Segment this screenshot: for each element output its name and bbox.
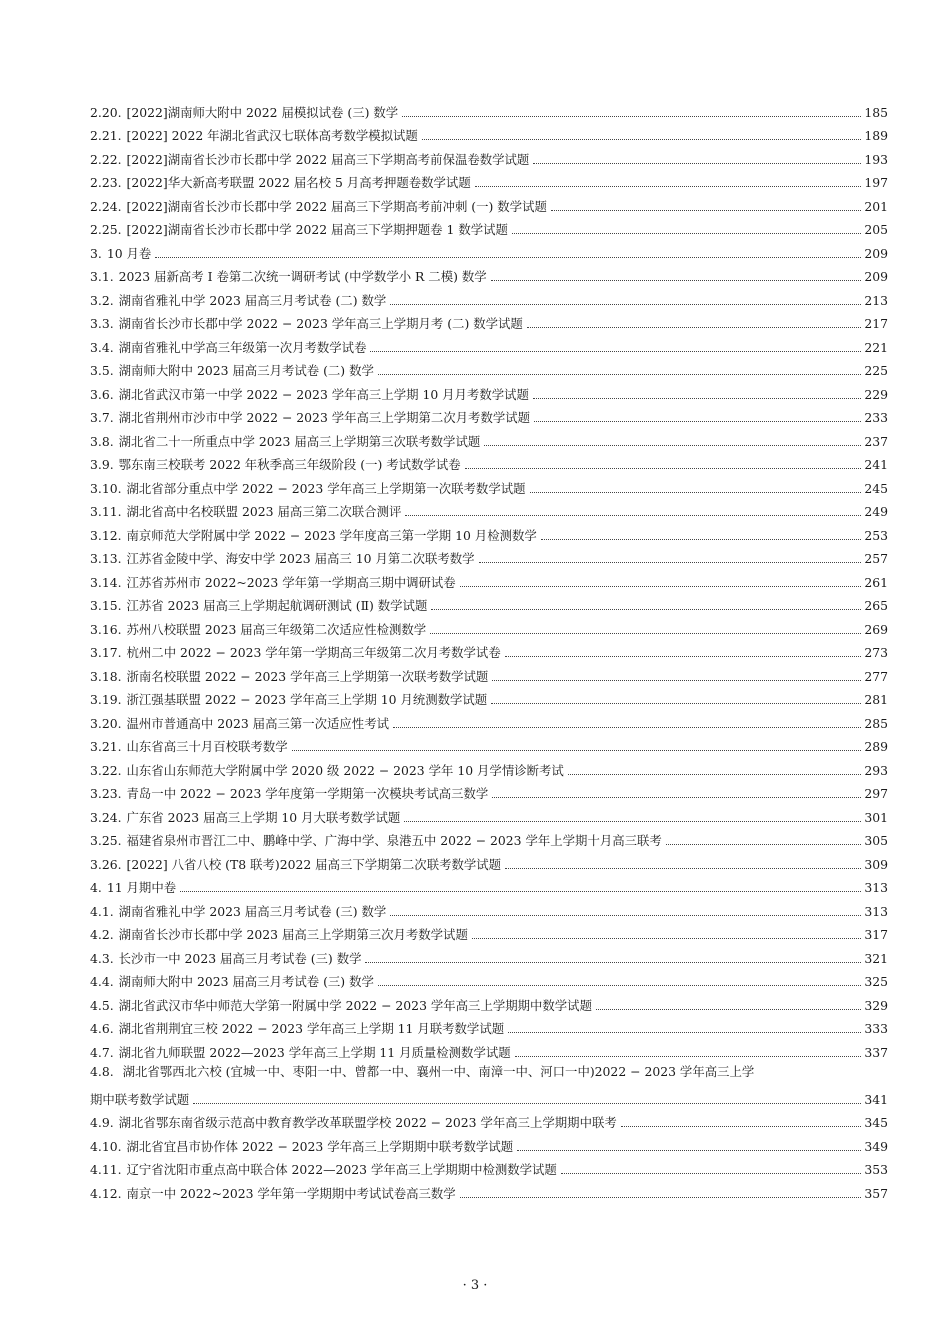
toc-entry-title: 长沙市一中 2023 届高三月考试卷 (三) 数学 (118, 950, 362, 966)
toc-entry-page: 289 (864, 739, 888, 754)
toc-entry-page: 229 (864, 386, 888, 402)
toc-entry[interactable] (90, 919, 888, 943)
toc-entry-page: 241 (864, 457, 888, 472)
toc-entry-title: 南京师范大学附属中学 2022 − 2023 学年度高三第一学期 10 月检测数学 (126, 527, 537, 543)
toc-entry-number: 3.2. (90, 292, 114, 308)
toc-entry-page: 333 (864, 1021, 888, 1036)
toc-entry[interactable] (90, 331, 888, 355)
toc-entry-page: 301 (864, 809, 888, 825)
toc-entry-page: 193 (864, 151, 888, 167)
toc-entry-number: 3.6. (90, 386, 114, 402)
toc-section[interactable] (90, 872, 888, 896)
toc-entry-page: 345 (864, 1115, 888, 1130)
toc-entry[interactable] (90, 966, 888, 990)
toc-entry-number: 3.9. (90, 457, 114, 472)
toc-entry-wrapped[interactable] (90, 1060, 888, 1107)
toc-entry-page: 209 (864, 245, 888, 261)
toc-entry-title: 湖南省雅礼中学高三年级第一次月考数学试卷 (118, 339, 367, 355)
toc-entry[interactable] (90, 566, 888, 590)
toc-entry-number: 4.8. (90, 1063, 114, 1079)
toc-entry-page: 293 (864, 762, 888, 778)
toc-entry[interactable] (90, 989, 888, 1013)
toc-entry[interactable] (90, 754, 888, 778)
toc-entry[interactable] (90, 472, 888, 496)
dot-leader (541, 538, 862, 540)
toc-entry-title: 湖南省雅礼中学 2023 届高三月考试卷 (二) 数学 (118, 292, 387, 308)
toc-entry-title: 湖北省武汉市第一中学 2022 − 2023 学年高三上学期 10 月月考数学试题 (118, 386, 529, 402)
toc-entry-number: 3.23. (90, 786, 122, 801)
toc-entry-page: 205 (864, 222, 888, 237)
toc-entry-title: 湖北省荆荆宜三校 2022 − 2023 学年高三上学期 11 月联考数学试题 (118, 1021, 505, 1036)
toc-entry-page: 317 (864, 927, 888, 942)
toc-entry-page: 357 (864, 1185, 888, 1201)
toc-entry-title: 湖北省部分重点中学 2022 − 2023 学年高三上学期第一次联考数学试题 (126, 480, 526, 496)
toc-entry-title: 浙南名校联盟 2022 − 2023 学年高三上学期第一次联考数学试题 (126, 668, 489, 684)
toc-entry-number: 3.12. (90, 527, 122, 543)
toc-entry-title: 湖南师大附中 2023 届高三月考试卷 (二) 数学 (118, 363, 374, 378)
toc-entry-page: 209 (864, 269, 888, 284)
toc-entry[interactable] (90, 167, 888, 191)
toc-entry-title: 广东省 2023 届高三上学期 10 月大联考数学试题 (126, 809, 401, 825)
toc-entry-number: 4.2. (90, 927, 114, 942)
toc-entry[interactable] (90, 402, 888, 426)
toc-entry-number: 4. (90, 880, 102, 895)
dot-leader (596, 1008, 861, 1010)
dot-leader (193, 1102, 861, 1104)
toc-entry-title-continued: 期中联考数学试题 (90, 1091, 190, 1107)
toc-entry[interactable] (90, 543, 888, 567)
toc-entry-title: 浙江强基联盟 2022 − 2023 学年高三上学期 10 月统测数学试题 (126, 692, 488, 707)
toc-entry-page: 201 (864, 198, 888, 214)
toc-entry-number: 2.23. (90, 175, 122, 190)
toc-entry[interactable] (90, 942, 888, 966)
dot-leader (402, 115, 861, 117)
toc-entry[interactable] (90, 778, 888, 802)
toc-entry[interactable] (90, 1036, 888, 1060)
toc-entry-title: 江苏省金陵中学、海安中学 2023 届高三 10 月第二次联考数学 (126, 551, 475, 566)
dot-leader (180, 890, 861, 892)
dot-leader (378, 373, 861, 375)
toc-entry-title: 湖北省荆州市沙市中学 2022 − 2023 学年高三上学期第二次月考数学试题 (118, 410, 531, 425)
toc-entry-number: 4.10. (90, 1138, 122, 1154)
toc-entry-title: 山东省高三十月百校联考数学 (126, 739, 288, 754)
toc-entry-title: 福建省泉州市晋江二中、鹏峰中学、广海中学、泉港五中 2022 − 2023 学年上学期十月高三联考 (126, 833, 662, 848)
toc-entry-number: 3.19. (90, 692, 122, 707)
toc-entry-number: 3.14. (90, 574, 122, 590)
toc-entry-page: 305 (864, 833, 888, 848)
dot-leader (404, 820, 861, 822)
toc-entry-number: 4.5. (90, 997, 114, 1013)
toc-entry-number: 4.1. (90, 903, 114, 919)
dot-leader (370, 350, 861, 352)
dot-leader (431, 608, 861, 610)
toc-entry-title: 湖北省鄂西北六校 (宜城一中、枣阳一中、曾都一中、襄州一中、南漳一中、河口一中)2022 − 2023 学年高三上学 (122, 1063, 755, 1079)
dot-leader (492, 796, 861, 798)
dot-leader (530, 491, 862, 493)
toc-entry-title: [2022]湖南省长沙市长郡中学 2022 届高三下学期高考前保温卷数学试题 (126, 151, 530, 167)
toc-entry-number: 3.13. (90, 551, 122, 566)
toc-entry-title: 鄂东南三校联考 2022 年秋季高三年级阶段 (一) 考试数学试卷 (118, 457, 461, 472)
toc-entry-number: 4.7. (90, 1044, 114, 1060)
toc-entry[interactable] (90, 895, 888, 919)
toc-entry-page: 337 (864, 1044, 888, 1060)
toc-entry-title: 湖北省武汉市华中师范大学第一附属中学 2022 − 2023 学年高三上学期期中数学试题 (118, 997, 592, 1013)
toc-entry[interactable] (90, 355, 888, 379)
toc-entry-page: 325 (864, 974, 888, 989)
toc-entry-number: 3.7. (90, 410, 114, 425)
dot-leader (508, 1031, 861, 1033)
toc-entry[interactable] (90, 496, 888, 520)
toc-entry-number: 2.25. (90, 222, 122, 237)
toc-entry-number: 3.11. (90, 504, 122, 519)
toc-entry-page: 269 (864, 621, 888, 637)
toc-entry-title-line1 (90, 1060, 888, 1084)
toc-entry-page: 277 (864, 668, 888, 684)
toc-entry-title: 江苏省苏州市 2022~2023 学年第一学期高三期中调研试卷 (126, 574, 456, 590)
toc-entry-title: 湖南师大附中 2023 届高三月考试卷 (三) 数学 (118, 974, 374, 989)
dot-leader (666, 843, 862, 845)
dot-leader (422, 138, 862, 140)
toc-entry-title: [2022] 八省八校 (T8 联考)2022 届高三下学期第二次联考数学试题 (126, 856, 502, 872)
toc-entry-title: [2022] 2022 年湖北省武汉七联体高考数学模拟试题 (126, 128, 418, 143)
toc-entry[interactable] (90, 613, 888, 637)
toc-entry-title: 青岛一中 2022 − 2023 学年度第一学期第一次模块考试高三数学 (126, 786, 489, 801)
toc-entry-page: 313 (864, 903, 888, 919)
dot-leader (515, 1055, 862, 1057)
toc-entry[interactable] (90, 1013, 888, 1037)
toc-entry-title: 10 月卷 (106, 245, 152, 261)
dot-leader (460, 1196, 862, 1198)
toc-entry-number: 4.9. (90, 1115, 114, 1130)
toc-entry-title: 湖北省二十一所重点中学 2023 届高三上学期第三次联考数学试题 (118, 433, 481, 449)
toc-entry-number: 3.20. (90, 715, 122, 731)
toc-entry-title: 湖北省高中名校联盟 2023 届高三第二次联合测评 (126, 504, 402, 519)
toc-entry-page: 257 (864, 551, 888, 566)
toc-entry[interactable] (90, 707, 888, 731)
toc-entry-number: 4.6. (90, 1021, 114, 1036)
toc-entry-page: 237 (864, 433, 888, 449)
toc-entry-page: 185 (864, 104, 888, 120)
dot-leader (475, 185, 862, 187)
toc-entry-title: 湖南省雅礼中学 2023 届高三月考试卷 (三) 数学 (118, 903, 387, 919)
toc-entry-title: 湖北省九师联盟 2022—2023 学年高三上学期 11 月质量检测数学试题 (118, 1044, 511, 1060)
toc-entry-number: 3.15. (90, 598, 122, 613)
toc-entry-number: 3.25. (90, 833, 122, 848)
toc-entry-number: 4.12. (90, 1185, 122, 1201)
toc-entry[interactable] (90, 214, 888, 238)
dot-leader (390, 914, 861, 916)
table-of-contents (90, 96, 888, 1201)
toc-entry-number: 3.16. (90, 621, 122, 637)
toc-entry-number: 3.18. (90, 668, 122, 684)
toc-entry-number: 3.26. (90, 856, 122, 872)
toc-entry-page: 297 (864, 786, 888, 801)
toc-entry-title: 2023 届新高考 Ⅰ 卷第二次统一调研考试 (中学数学小 R 二模) 数学 (118, 269, 487, 284)
dot-leader (378, 984, 861, 986)
dot-leader (533, 162, 861, 164)
dot-leader (512, 232, 861, 234)
toc-entry[interactable] (90, 261, 888, 285)
toc-entry-page: 353 (864, 1162, 888, 1177)
dot-leader (492, 679, 861, 681)
dot-leader (460, 585, 862, 587)
toc-entry[interactable] (90, 96, 888, 120)
toc-entry-number: 3.21. (90, 739, 122, 754)
dot-leader (561, 1172, 862, 1174)
toc-entry-page: 281 (864, 692, 888, 707)
toc-entry-title: 湖北省鄂东南省级示范高中教育教学改革联盟学校 2022 − 2023 学年高三上学期期中联考 (118, 1115, 617, 1130)
toc-entry-page: 245 (864, 480, 888, 496)
toc-entry-title: [2022]湖南师大附中 2022 届模拟试卷 (三) 数学 (126, 104, 399, 120)
toc-entry[interactable] (90, 590, 888, 614)
toc-entry-number: 3.5. (90, 363, 114, 378)
toc-entry-page: 217 (864, 316, 888, 331)
toc-entry[interactable] (90, 1130, 888, 1154)
toc-entry-number: 2.20. (90, 104, 122, 120)
dot-leader (472, 937, 862, 939)
toc-entry-number: 3.8. (90, 433, 114, 449)
dot-leader (527, 326, 862, 328)
toc-entry-title: [2022]湖南省长沙市长郡中学 2022 届高三下学期押题卷 1 数学试题 (126, 222, 508, 237)
toc-entry[interactable] (90, 425, 888, 449)
dot-leader (533, 397, 861, 399)
toc-entry-title: 南京一中 2022~2023 学年第一学期期中考试试卷高三数学 (126, 1185, 456, 1201)
toc-entry-page: 189 (864, 128, 888, 143)
dot-leader (491, 279, 862, 281)
dot-leader (484, 444, 861, 446)
toc-entry[interactable] (90, 1107, 888, 1131)
page-number: · 3 · (462, 1278, 488, 1293)
toc-entry-page: 313 (864, 880, 888, 895)
toc-entry-page: 233 (864, 410, 888, 425)
toc-entry-page: 225 (864, 363, 888, 378)
toc-entry-title: 辽宁省沈阳市重点高中联合体 2022—2023 学年高三上学期期中检测数学试题 (126, 1162, 557, 1177)
toc-entry[interactable] (90, 449, 888, 473)
dot-leader (551, 209, 861, 211)
toc-entry[interactable] (90, 637, 888, 661)
toc-entry-title: 湖南省长沙市长郡中学 2022 − 2023 学年高三上学期月考 (二) 数学试题 (118, 316, 523, 331)
toc-entry-number: 4.11. (90, 1162, 122, 1177)
toc-entry[interactable] (90, 378, 888, 402)
toc-entry-page: 253 (864, 527, 888, 543)
toc-entry-number: 3.1. (90, 269, 114, 284)
dot-leader (568, 773, 862, 775)
toc-entry[interactable] (90, 143, 888, 167)
toc-entry[interactable] (90, 848, 888, 872)
toc-entry[interactable] (90, 519, 888, 543)
toc-entry-page: 221 (864, 339, 888, 355)
toc-entry[interactable] (90, 660, 888, 684)
dot-leader (534, 420, 861, 422)
toc-entry[interactable] (90, 1154, 888, 1178)
toc-entry-page: 265 (864, 598, 888, 613)
toc-entry-title: 湖北省宜昌市协作体 2022 − 2023 学年高三上学期期中联考数学试题 (126, 1138, 514, 1154)
dot-leader (390, 303, 861, 305)
toc-entry-page: 321 (864, 950, 888, 966)
dot-leader (505, 655, 862, 657)
toc-entry-page: 309 (864, 856, 888, 872)
toc-entry-number: 3.24. (90, 809, 122, 825)
toc-entry[interactable] (90, 284, 888, 308)
toc-entry-title: 11 月期中卷 (106, 880, 177, 895)
dot-leader (430, 632, 861, 634)
toc-entry-number: 3. (90, 245, 102, 261)
toc-entry[interactable] (90, 801, 888, 825)
toc-entry-title: 苏州八校联盟 2023 届高三年级第二次适应性检测数学 (126, 621, 427, 637)
toc-entry[interactable] (90, 825, 888, 849)
dot-leader (155, 256, 861, 258)
dot-leader (479, 561, 862, 563)
toc-entry-title: 江苏省 2023 届高三上学期起航调研测试 (Ⅱ) 数学试题 (126, 598, 428, 613)
toc-entry-number: 2.21. (90, 128, 122, 143)
toc-entry-title: 山东省山东师范大学附属中学 2020 级 2022 − 2023 学年 10 月学情诊断考试 (126, 762, 564, 778)
toc-section[interactable] (90, 237, 888, 261)
dot-leader (621, 1125, 862, 1127)
toc-entry-number: 3.22. (90, 762, 122, 778)
dot-leader (505, 867, 861, 869)
toc-entry-page: 285 (864, 715, 888, 731)
toc-entry-title: [2022]华大新高考联盟 2022 届名校 5 月高考押题卷数学试题 (126, 175, 471, 190)
toc-entry-page: 213 (864, 292, 888, 308)
toc-entry-number: 4.4. (90, 974, 114, 989)
toc-entry-page: 261 (864, 574, 888, 590)
toc-entry-title: 杭州二中 2022 − 2023 学年第一学期高三年级第二次月考数学试卷 (126, 645, 501, 660)
toc-entry-title-line2 (90, 1083, 888, 1107)
toc-entry[interactable] (90, 1177, 888, 1201)
toc-entry[interactable] (90, 731, 888, 755)
toc-entry-title: 湖南省长沙市长郡中学 2023 届高三上学期第三次月考数学试题 (118, 927, 468, 942)
dot-leader (365, 961, 861, 963)
dot-leader (517, 1149, 861, 1151)
toc-entry-number: 4.3. (90, 950, 114, 966)
toc-entry-number: 3.4. (90, 339, 114, 355)
toc-entry-page: 249 (864, 504, 888, 519)
toc-entry-title: 温州市普通高中 2023 届高三第一次适应性考试 (126, 715, 389, 731)
toc-entry[interactable] (90, 190, 888, 214)
toc-entry-page: 349 (864, 1138, 888, 1154)
toc-entry-wrapped-body (90, 1060, 888, 1107)
dot-leader (393, 726, 861, 728)
toc-entry-number: 3.17. (90, 645, 122, 660)
dot-leader (465, 467, 862, 469)
toc-entry[interactable] (90, 120, 888, 144)
toc-entry-title: [2022]湖南省长沙市长郡中学 2022 届高三下学期高考前冲刺 (一) 数学试题 (126, 198, 547, 214)
toc-entry-number: 3.3. (90, 316, 114, 331)
dot-leader (405, 514, 861, 516)
toc-entry-page: 197 (864, 175, 888, 190)
toc-entry-page: 273 (864, 645, 888, 660)
dot-leader (491, 702, 861, 704)
toc-entry-page: 329 (864, 997, 888, 1013)
dot-leader (292, 749, 862, 751)
toc-entry-number: 3.10. (90, 480, 122, 496)
toc-entry-number: 2.22. (90, 151, 122, 167)
toc-entry-page: 341 (864, 1091, 888, 1107)
toc-entry[interactable] (90, 684, 888, 708)
toc-entry[interactable] (90, 308, 888, 332)
toc-entry-number: 2.24. (90, 198, 122, 214)
